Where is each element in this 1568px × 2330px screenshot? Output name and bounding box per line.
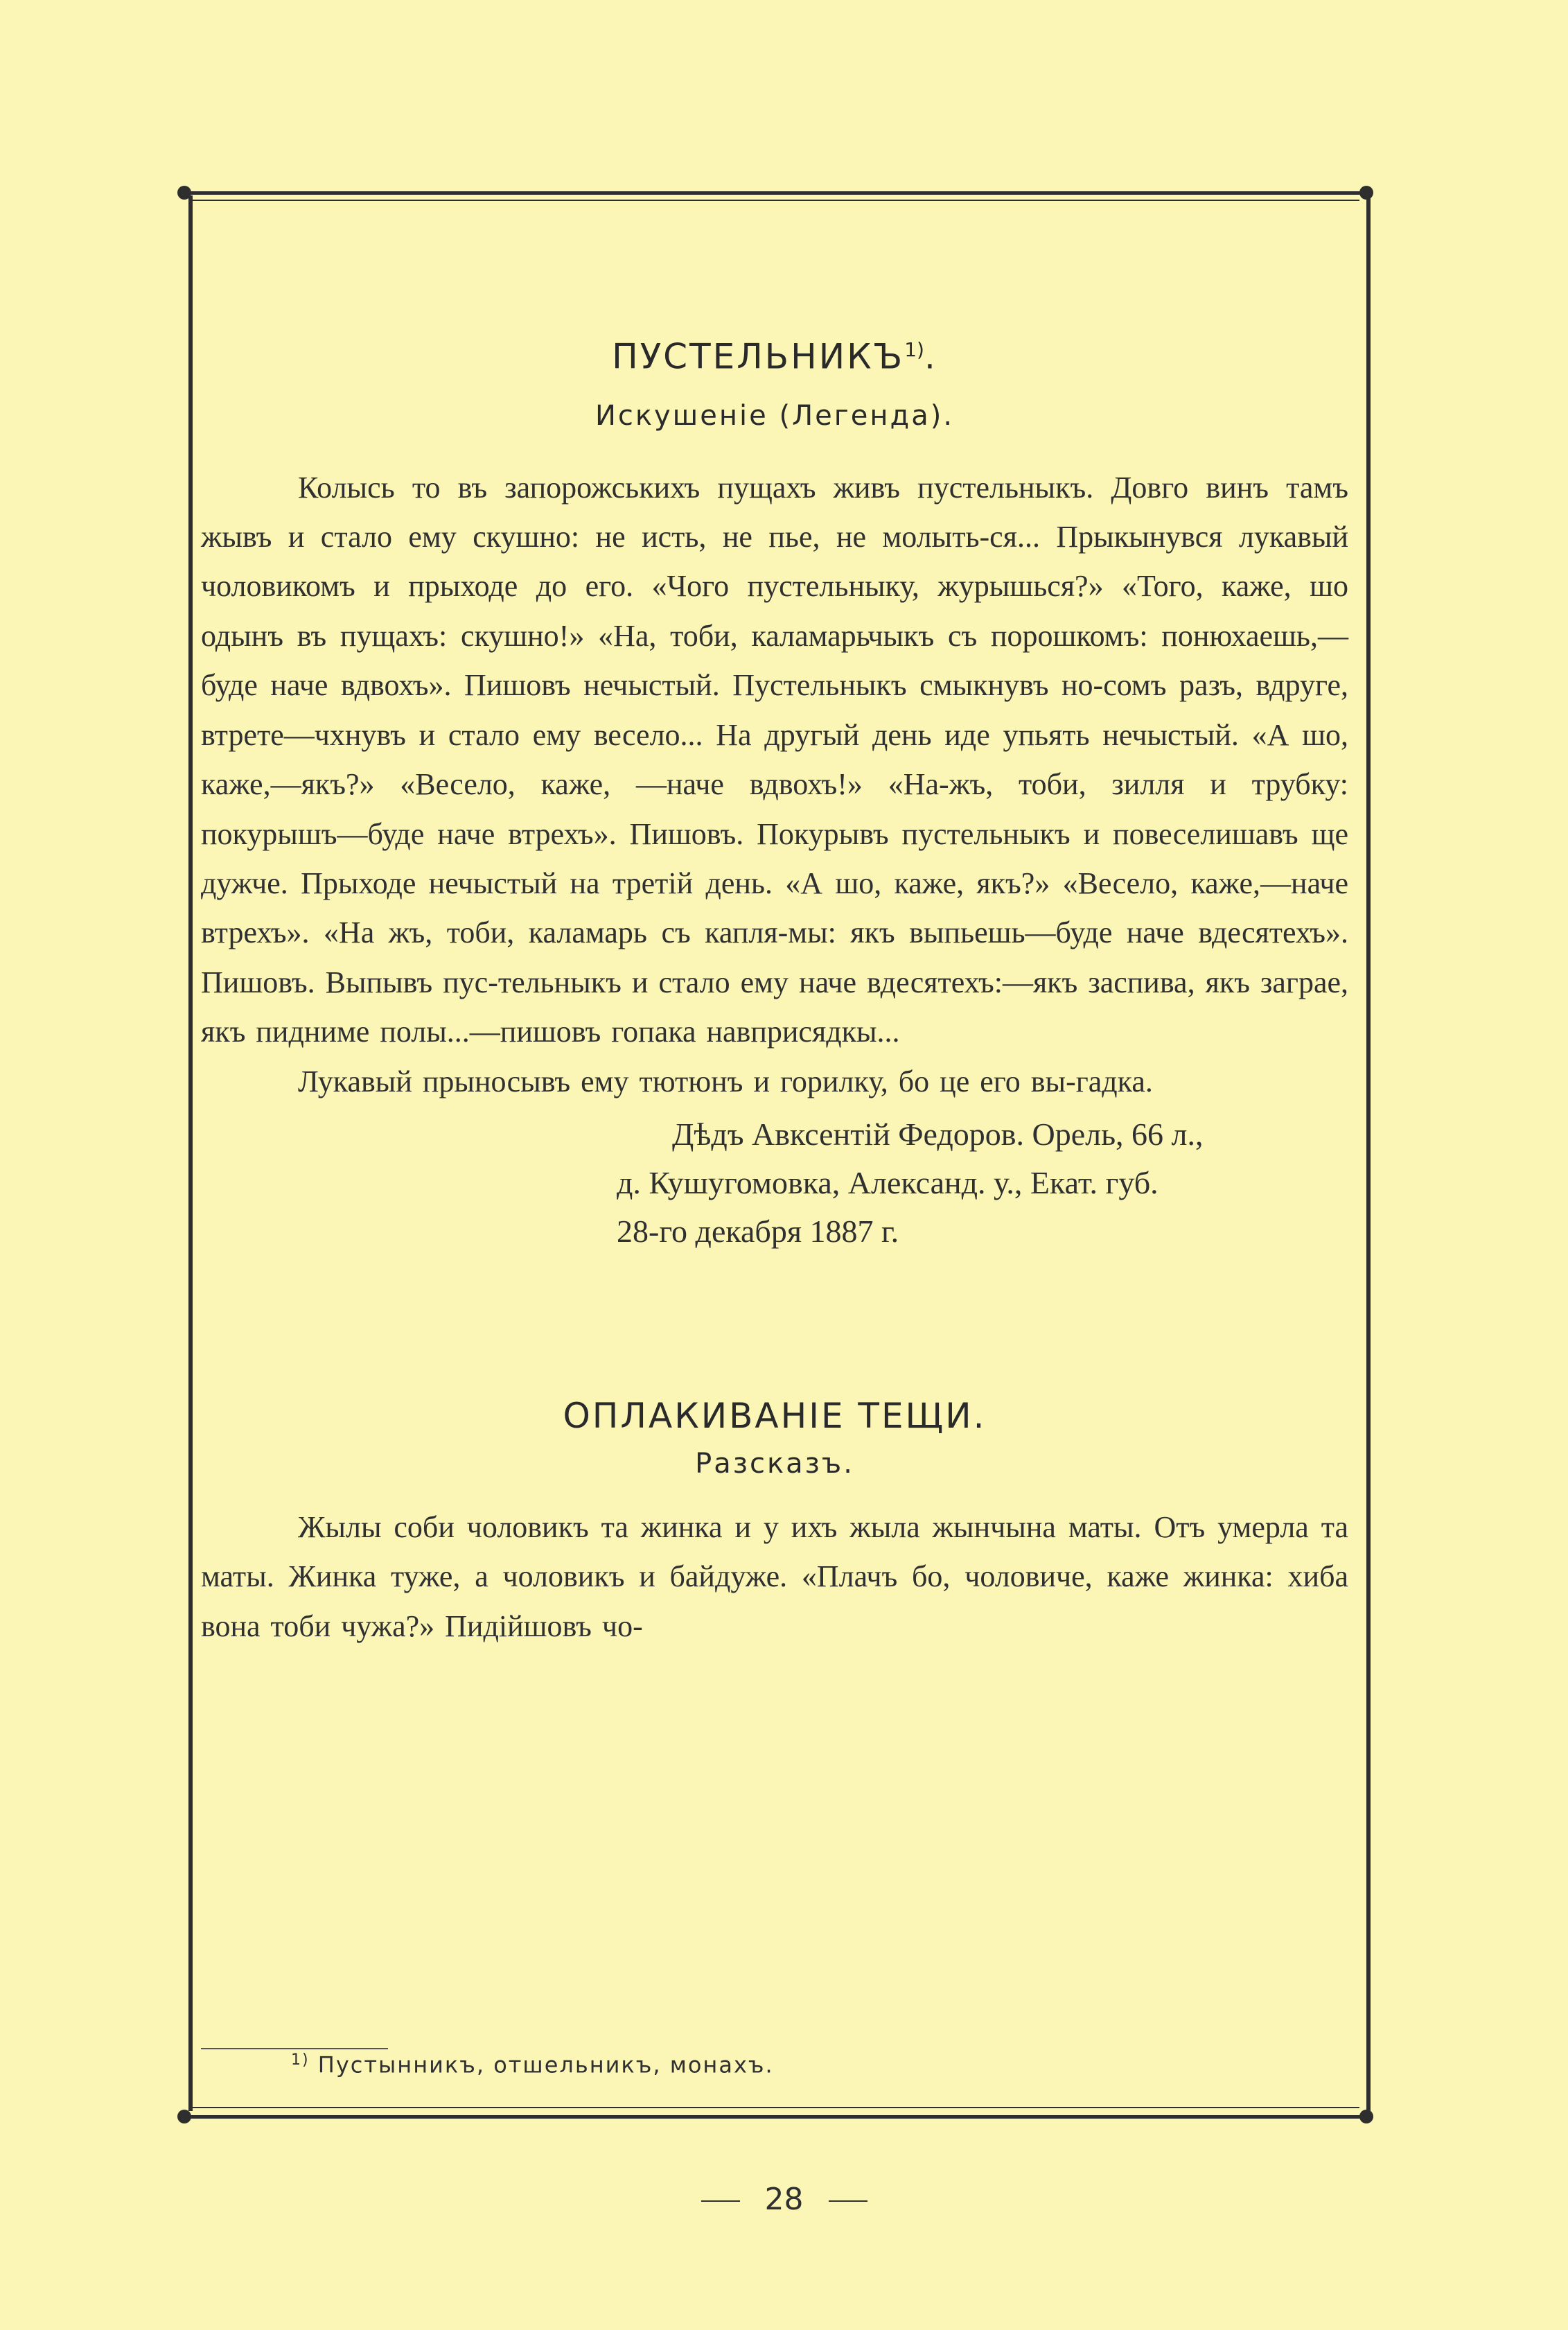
signature-line: Дѣдъ Авксентій Федоров. Орель, 66 л., [672,1116,1204,1152]
section-title: ОПЛАКИВАНІЕ ТЕЩИ. [563,1395,987,1436]
signature-line: д. Кушугомовка, Александ. у., Екат. губ. [617,1164,1159,1200]
section-oplakivanie [201,1392,1348,1651]
signature-block [617,1110,1348,1256]
section-pustelnyk [201,326,1348,1256]
section-subtitle: Разсказъ. [695,1447,854,1480]
footnote [291,2051,774,2078]
footnote-marker: 1) [291,2051,310,2069]
page-content [201,326,1348,1651]
signature-line: 28-го декабря 1887 г. [617,1213,899,1249]
footnote-rule [201,2048,388,2049]
footnote-text: Пустынникъ, отшельникъ, монахъ. [317,2051,774,2078]
section-title: ПУСТЕЛЬНИКЪ$^{1)}$. [612,336,937,377]
paragraph: Жылы соби чоловикъ та жинка и у ихъ жыла жынчына маты. Отъ умерла та маты. Жинка туже, а чоловикъ и байдуже. «Плачъ бо, чоловиче, каже жинка: хиба вона тоби чужа?» Пидійшовъ чо- [201,1509,1348,1643]
paragraph: Колысь то въ запорожськихъ пущахъ живъ пустельныкъ. Довго винъ тамъ жывъ и стало ему скушно: не исть, не пье, не молыть-ся... Прыкынувся лукавый чоловикомъ и прыходе до его. «Чого пустельныку, журышься?» «Того, каже, шо одынъ въ пущахъ: скушно!» «На, тоби, каламарьчыкъ съ порошкомъ: понюхаешь,— буде наче вдвохъ». Пишовъ нечыстый. Пустельныкъ смыкнувъ но-сомъ разъ, вдруге, втрете—чхнувъ и стало ему весело... На другый день иде упьять нечыстый. «А шо, каже,—якъ?» «Весело, каже, —наче вдвохъ!» «На-жъ, тоби, зилля и трубку: покурышъ—буде наче втрехъ». Пишовъ. Покурывъ пустельныкъ и повеселишавъ ще дужче. Прыходе нечыстый на третій день. «А шо, каже, якъ?» «Весело, каже,—наче втрехъ». «На жъ, тоби, каламарь съ капля-мы: якъ выпьешь—буде наче вдесятехъ». Пишовъ. Выпывъ пус-тельныкъ и стало ему наче вдесятехъ:—якъ заспива, якъ заграе, якъ пидниме полы...—пишовъ гопака навприсядкы... [201,470,1348,1049]
footnote-marker: 1) [904,338,924,361]
paragraph: Лукавый прыносывъ ему тютюнъ и горилку, бо це его вы-гадка. [298,1064,1153,1098]
section-subtitle: Искушеніе (Легенда). [594,399,955,432]
page-number: 28 [0,2182,1568,2217]
